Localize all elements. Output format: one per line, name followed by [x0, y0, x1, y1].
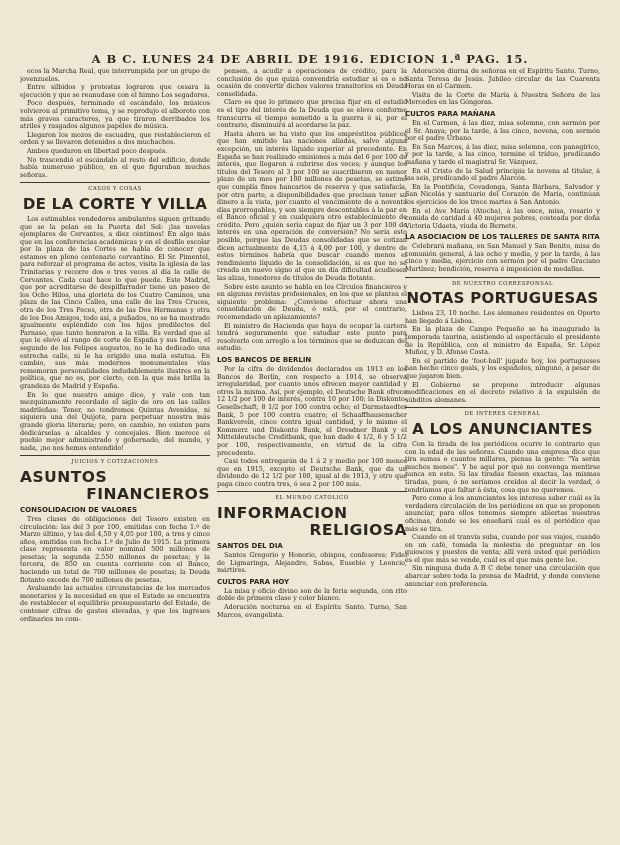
- paragraph: La misa y oficio divino son de la feria segunda, con rito doble de primera clase y color blanco.: [217, 586, 407, 603]
- paragraph: Pero como á los anunciantes les interesa saber cuál es la verdadera circulación de los periódicos en que se proponen anunciar, para ellos tenemos siempre abiertas nuestras oficinas, donde se les enseñará cuál es el periódico que más se tira.: [405, 494, 600, 533]
- subsection-heading: CONSOLIDACION DE VALORES: [20, 505, 137, 514]
- paragraph: Visita de la Corte de María à Nuestra Señora de las Mercedes en las Góngoras.: [405, 90, 600, 107]
- column-3: [405, 68, 600, 837]
- paragraph: Poco después, terminado el escándalo, los músicos volvieron al primitivo tema, y se reprodujo el alboroto con más graves caracteres, ya que tiraron derribados los atriles y rasgados algunos papeles de música.: [20, 99, 210, 131]
- paragraph: Santos Gregorio y Honorio, obispos, confesores; Fidel de Ligmaringa, Alejandro, Sabas, Eusebio y Leoncio, mártires.: [217, 551, 407, 575]
- paragraph: Lisboa 23, 10 noche. Los alemanes residentes en Oporto han llegado á Lisboa.: [405, 309, 600, 325]
- paragraph: En el partido de 'foot-ball' jugado hoy, los portugueses han hecho cinco goals, y los españoles, ninguno, á pesar de que jugaron bien.: [405, 356, 600, 380]
- paragraph: En lo que nuestro amigo dice, y vale con tan mezquinamente recordado el siglo de oro en las calles madrileñas: Tener, no tendremos Quintas Avenidas, ni siquiera una del Quijote, para perpetuar nuestra más grande gloria literaria; pero, en cambio, no existen para dedicárselas a alcaldes y concejales. Bien merece el pueblo mejor administrado y gobernado, del mundo, y nada, ¡no nos hemos entendido!: [20, 390, 210, 452]
- subsection-heading: LA ASOCIACION DE LOS TALLERES DE SANTA RITA: [405, 233, 600, 242]
- section-title-line-2: RELIGIOSA: [309, 521, 407, 540]
- paragraph: El ministro de Hacienda que haya de ocupar la cartera tendrá seguramente que estudiar este punto para resolverlo con arreglo a los términos que se deduzcan del estudio.: [217, 321, 407, 353]
- paragraph: Adoración diurna de señoras en el Espíritu Santo. Turno, Santa Teresa de Jesús. Jubileo circular de las Cuarenta Horas en el Carmen.: [405, 68, 600, 91]
- column-2: [217, 68, 407, 837]
- paragraph: En el Carmen, á las diez, misa solemne, con sermón por el Sr. Anaya; por la tarde, á las cinco, novena, con sermón por el padre Urbano.: [405, 118, 600, 143]
- paragraph: Tres clases de obligaciones del Tesoro existen en circulación: las del 3 por 100, emitidas con fecha 1.º de Marzo último, y las del 4,50 y 4,05 por 100, a tres y cinco años, emitidas con fecha 1.º de Julio de 1915. La primera clase representa en valor nominal 500 millones de pesetas; la segunda 2.550 millones de pesetas; y la tercera, de 850 en cuenta corriente con el Banco, haciendo un total de 700 millones de pesetas; la Deuda flotante excede de 700 millones de pesetas.: [20, 514, 210, 584]
- section-title: NOTAS PORTUGUESAS: [406, 289, 599, 308]
- paragraph: Por la cifra de dividendos declarados en 1913 en los Bancos de Berlín, con respecto a 1914, se observa irregularidad, por cuanto unos ofrecen mayor cantidad y otros la misma. Así, por ejemplo, el Deutsche Bank ofrece 12 1/2 por 100 de interés, contra 10 por 100; la Diskonto-Gesellschaft, 8 1/2 por 100 contra ocho; el Darmstaedter Bank, 5 por 100 contra cuatro; el Schaaffhausenscher Bankverein, cinco contra igual cantidad, y lo mismo el Kommerz und Diskonto Bank, el Dresdner Bank y el Mitteldeutsche Creditbank, que han dado 4 1/2, 6 y 5 1/2 por 100, respectivamente, en virtud de la cifra precedente.: [217, 364, 407, 457]
- paragraph: Entre silbidos y protestas lograron que cesara la ejecución y que se reanudase con el himno Los segadores.: [20, 83, 210, 99]
- divider: [20, 455, 210, 456]
- subsection-heading: CULTOS PARA MAÑANA: [405, 109, 496, 118]
- paragraph: Sin ninguna duda A B C debe tener una circulación que abarcar sobre toda la prensa de Madrid, y donde conviene anunciar con preferencia.: [405, 564, 600, 588]
- paragraph: pensen, a acudir a operaciones de crédito, para la conclusión de que quizá convendría estudiar si es o no ocasión de convertir dichos valores transitorios en Deuda consolidada.: [217, 68, 407, 98]
- section-kicker: DE INTERES GENERAL: [464, 411, 541, 418]
- subsection-heading: LOS BANCOS DE BERLIN: [217, 355, 312, 364]
- paragraph: Casi todos entregarán de 1 á 2 y medio por 100 menos que en 1915, excepto el Deutsche Bank, que da un dividendo de 12 1/2 por 100, igual al de 1913, y otro que paga cinco contra tres, ó sea 2 por 100 más.: [217, 457, 407, 488]
- page-header: A B C. LUNES 24 DE ABRIL DE 1916. EDICION 1.ª PAG. 15.: [91, 52, 529, 66]
- divider: [405, 407, 600, 408]
- paragraph: Cuando en el tranvía suba, cuando por sus viajes, cuando en un café, tomada la molestia de preguntar en los quioscos y puestos de venta; allí verá usted qué periódico es el que más se vende, cuál es el que más gente lee.: [405, 533, 600, 564]
- paragraph: Avaluando las actuales circunstancias de los mercados monetarios y la necesidad en que el Estado se encuentra de restablecer el equilibrio presupuestario del Estado, de contener cifras de gastos elevadas, y que los ingresos ordinarios no com-: [20, 584, 210, 623]
- paragraph: Los estimables vendedores ambulantes siguen gritando que se la pelan en la Puerta del Sol: ¡las novelas ejemplares de Cervantes, a diez céntimos! En algo más que en las conferencias académicas y en el desfile escolar por la plaza de las Cortes se habla de conocer que estamos en pleno centenario cervantino. El Sr. Pimentel, para reforzar el programa de actos, visita la iglesia de las Trinitarias y recorre dos o tres veces al día la calle de Cervantes. Cada cual hace lo que puede. Este Madrid, que por acreditarse de despilfarrador tiene un paseo de los Ocho Hilos, una glorieta de los Cuatro Caminos, una plaza de las Cinco Calles, una calle de las Tres Cruces, otra de los Tres Peces, otra de las Dos Hermanas y otra de los Dos Amigos, todo así, a puñados, no se ha mostrado igualmente espléndido con los hijos predilectos del Parnaso, que tanto honraron a la villa. Es verdad que al que le elevó al rango de corte de España y sus Indias, el segundo de los Felipes augustos, no le ha dedicado una estrecha calle, ni le ha erigido una mala estatua. En cambio, sus más modernos monumentales vías rememoran personalidades indudablemente ilustres en la política, que no es, por cierto, con la que más brilla la grandeza de Madrid y España.: [20, 214, 210, 390]
- divider: [217, 491, 407, 492]
- section-title: A LOS ANUNCIANTES: [412, 419, 593, 438]
- paragraph: Hasta ahora se ha visto que los empréstitos públicos que han emitido las naciones aliadas, salvo alguna excepción, un interés líquido superior al precedente. En España se han realizado emisiones a más del 6 por 100 de interés, que llegaron á cubrirse dos veces; y aunque los títulos del Tesoro al 3 por 100 se suscribieron en menor plazo de un mes por 100 millones de pesetas, se estimó que cumplía fines bancarios de reserva y que satisfacía, por otra parte, a disponibilidades que precisan tener su dinero a la vista, por cuanto el vencimiento de a noventa días prorrogables, y son siempre descontables á la par en el Banco oficial y en cualquiera otro establecimiento de crédito. Pero ¿quién sería capaz de fijar un 3 por 100 de interés en una operación de conversión? No sería esto posible, porque las Deudas consolidadas que se cotizan dicen actualmente de 4,15 á 4,00 por 100, y dentro de estos términos habría que buscar cuando menos el rendimiento líquido de la consolidación, si es que no se creada un nuevo signo al que un día dificultad acudiesen las alzas, tenedores de títulos de Deuda flotante.: [217, 129, 407, 283]
- paragraph: En el Cristo de la Salud principia la novena al titular, á las seis, predicando el padre Alarcón.: [405, 166, 600, 183]
- section-title-line-1: INFORMACION: [217, 504, 348, 523]
- paragraph: ecos la Marcha Real, que interrumpida por un grupo de jovenzuelos.: [20, 68, 210, 83]
- paragraph: Sobre este asunto se habla en los Círculos financieros y en algunas revistas profesionales, en los que se plantea el siguiente problema: ¿Conviene efectuar ahora una consolidación de Deuda, ó está, por el contrario, recomendado un aplazamiento?: [217, 282, 407, 321]
- paragraph: El Gobierno se propone introducir algunas modificaciones en el decreto relativo á la expulsión de súbditos alemanes.: [405, 380, 600, 404]
- section-title: DE LA CORTE Y VILLA: [22, 194, 208, 213]
- paragraph: Ambos quedaron en libertad poco después.: [27, 146, 168, 155]
- paragraph: Llegaron los mozos de escuadra, que restablecieron el orden y se llevaron detenidos a dos muchachos.: [20, 130, 210, 147]
- section-kicker: EL MUNDO CATOLICO: [275, 495, 349, 502]
- paragraph: En el Ave María (Atocha), á las once, misa, rosario y comida de caridad á 40 mujeres pobres, costeada por doña Victoria Udaeta, viuda de Bernete.: [405, 206, 600, 230]
- paragraph: En San Marcos, á las diez, misa solemne, con panegírico, y por la tarde, a las cinco, termine el triduo, predicando mañana y tarde el magistral Sr. Vázquez.: [405, 142, 600, 166]
- paragraph: En la Pontificia, Covadonga, Santa Bárbara, Salvador y San Nicolás y santuario del Corazón de María, continúan los ejercicios de los trece martes á San Antonio.: [405, 182, 600, 206]
- paragraph: Adoración nocturna en el Espíritu Santo. Turno, San Marcos, evangelista.: [217, 603, 407, 619]
- paragraph: Claro es que lo primero que precisa fijar en el estudio es el tipo del interés de la Deuda que se eleva conforme transcurra el tiempo sometido a la guerra ó si, por el contrario, disminuirá al acordarse la paz.: [217, 98, 407, 130]
- column-1: [20, 68, 210, 837]
- section-title-line-2: FINANCIEROS: [86, 484, 210, 503]
- divider: [405, 277, 600, 278]
- section-title-line-1: ASUNTOS: [20, 467, 108, 486]
- paragraph: Celebrará mañana, en San Manuel y San Benito, misa de comunión general, á las ocho y media, y por la tarde, á las cinco y media, ejercicio con sermón por el padre Graciano Martínez; bendición, reserva é imposición de medallas.: [405, 242, 600, 274]
- section-kicker: JUICIOS Y COTIZACIONES: [71, 459, 159, 466]
- paragraph: En la plaza de Campo Pequeño se ha inaugurado la temporada taurina, asistiendo al espectáculo el presidente de la República, con el ministro de España, Sr. López Muñoz, y D. Afonso Costa.: [405, 325, 600, 357]
- section-kicker: CASOS Y COSAS: [88, 186, 142, 193]
- subsection-heading: CULTOS PARA HOY: [217, 577, 290, 586]
- divider: [20, 182, 210, 183]
- paragraph: Con la tirada de los periódicos ocurre lo contrario que con la edad de las señoras. Cuando una empresa dice que tira sumas o cuantos millares, piensa la gente: "Ya serán muchos menos". Y he aquí por qué no convenga mentirse nunca en esto. Si las tiradas fuesen exactas, las mismas tiradas, pues, ó no seríamos creídos al decir la verdad, ó tendríamos que faltar á ésta, cosa que no queremos.: [405, 439, 600, 494]
- subsection-heading: SANTOS DEL DIA: [217, 542, 283, 551]
- paragraph: No trascendió el escándalo al resto del edificio, donde había numeroso público, en el que figuraban muchas señoras.: [20, 155, 210, 179]
- section-kicker: DE NUESTRO CORRESPONSAL: [451, 280, 554, 287]
